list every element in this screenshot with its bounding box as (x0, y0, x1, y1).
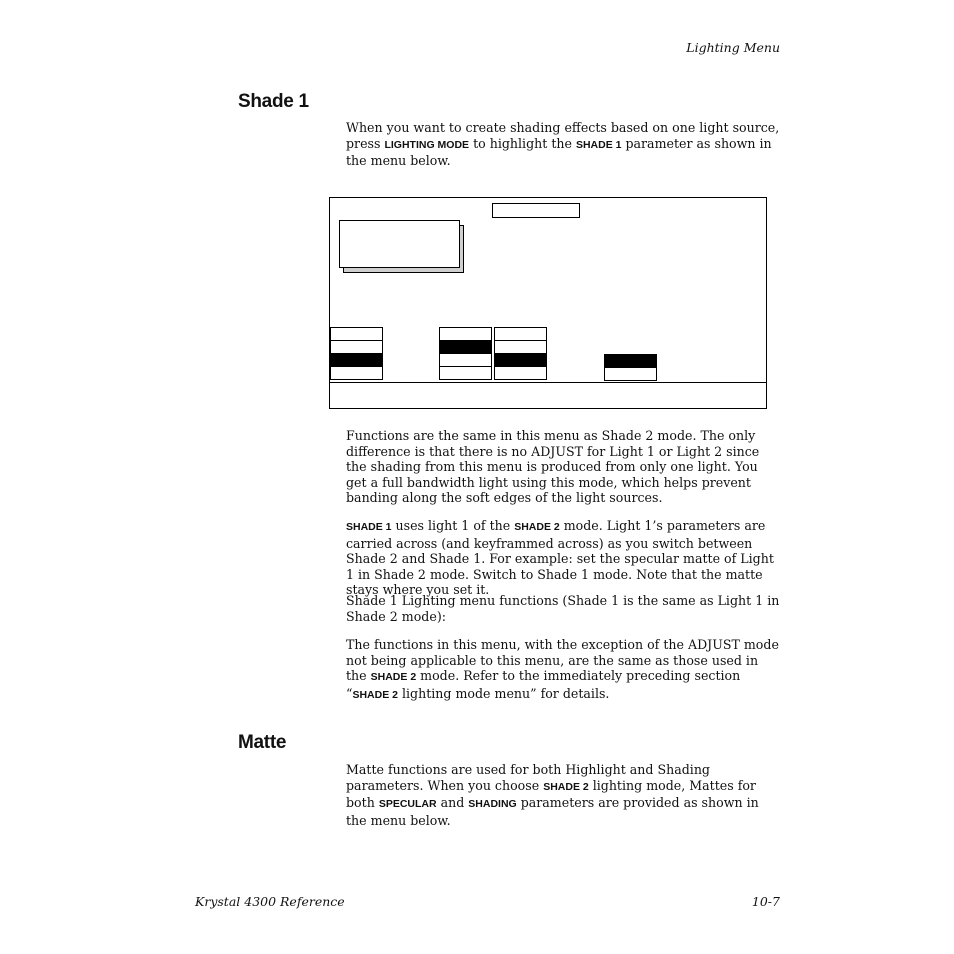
running-head: Lighting Menu (686, 40, 780, 55)
keyword-shade-2: SHADE 2 (370, 671, 417, 684)
menu-cell (495, 367, 546, 379)
menu-divider (330, 382, 766, 383)
shade1-paragraph-3: Shade 1 Lighting menu functions (Shade 1 is the same as Light 1 in Shade 2 mode): (346, 593, 780, 624)
menu-cell-selected (440, 341, 491, 354)
keyword-lighting-mode: LIGHTING MODE (384, 138, 470, 151)
keyword-shade-1: SHADE 1 (575, 138, 622, 151)
menu-cell-selected (495, 354, 546, 367)
menu-cell (331, 341, 382, 354)
menu-cell (440, 354, 491, 367)
menu-column-4 (604, 354, 657, 381)
menu-cell (605, 368, 656, 380)
menu-cell-selected (331, 354, 382, 367)
popup-window (339, 220, 460, 268)
keyword-shading: SHADING (468, 798, 517, 811)
footer-document-title: Krystal 4300 Reference (195, 894, 345, 909)
menu-cell (440, 328, 491, 341)
keyword-shade-2: SHADE 2 (514, 521, 560, 533)
menu-column-2 (439, 327, 492, 380)
menu-cell-selected (605, 355, 656, 368)
shade1-intro-paragraph: When you want to create shading effects based on one light source, press LIGHTING MODE to highlight the SHADE 1 parameter as shown in the menu below. (346, 120, 780, 169)
menu-cell (331, 367, 382, 379)
footer-page-number: 10-7 (751, 894, 780, 909)
shade1-paragraph-1: Functions are the same in this menu as Shade 2 mode. The only difference is that there is no ADJUST for Light 1 or Light 2 since the shading from this menu is produced from only one light. You get a full bandwidth light using this mode, which helps prevent banding along the soft edges of the light sources. (346, 428, 760, 506)
menu-cell (495, 341, 546, 354)
section-heading-matte: Matte (238, 732, 287, 753)
section-heading-shade-1: Shade 1 (238, 91, 309, 112)
matte-paragraph-1: Matte functions are used for both Highlight and Shading parameters. When you choose SHADE 2 lighting mode, Mattes for both SPECULAR and SHADING parameters are provided as shown in the menu below. (346, 762, 759, 828)
menu-cell (495, 328, 546, 341)
menu-column-1 (330, 327, 383, 380)
shade1-paragraph-4: The functions in this menu, with the exception of the ADJUST mode not being applicable to this menu, are the same as those used in the SHADE 2 mode. Refer to the immediately preceding section “SHADE 2 lighting mode menu” for details. (346, 637, 779, 701)
shade1-paragraph-2: SHADE 1 uses light 1 of the SHADE 2 mode. Light 1’s parameters are carried across (and keyframmed across) as you switch between Shade 2 and Shade 1. For example: set the specular matte of Light 1 in Shade 2 mode. Switch to Shade 1 mode. Note that the matte stays where you set it. (346, 518, 774, 598)
keyword-specular: SPECULAR (378, 798, 437, 811)
menu-cell (331, 328, 382, 341)
menu-column-3 (494, 327, 547, 380)
menu-diagram (329, 197, 767, 409)
keyword-shade-2: SHADE 2 (543, 780, 589, 793)
keyword-shade-1: SHADE 1 (346, 521, 392, 533)
menu-cell (440, 367, 491, 379)
keyword-shade-2: SHADE 2 (352, 688, 398, 701)
menu-title-box (492, 203, 580, 218)
